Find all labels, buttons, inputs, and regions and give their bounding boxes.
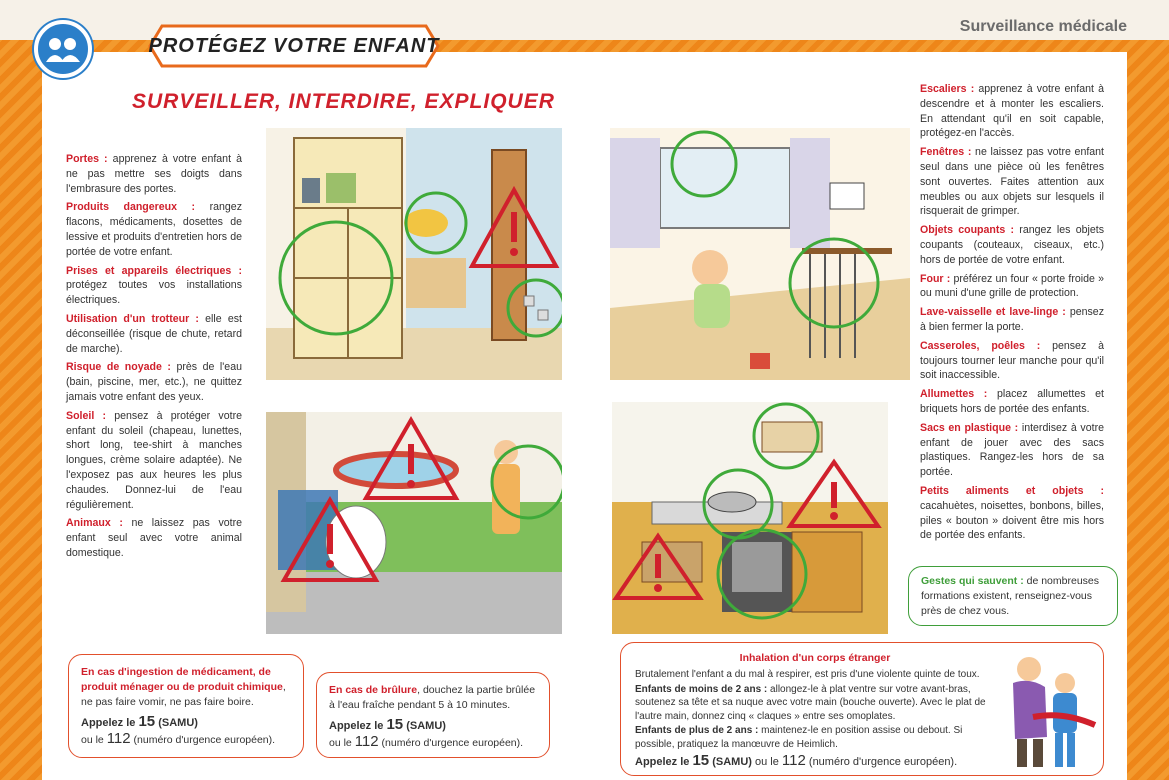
illustration-cabinet-door (266, 128, 562, 380)
right-text-column (920, 82, 1104, 547)
inhalation-title: Inhalation d'un corps étranger (739, 652, 891, 664)
list-item: Utilisation d'un trotteur : elle est déconseillée (risque de chute, retard de marche). (66, 312, 242, 355)
illustration-kitchen (612, 402, 888, 634)
illustration-garden-pool (266, 412, 562, 634)
subtitle: SURVEILLER, INTERDIRE, EXPLIQUER (132, 90, 555, 113)
list-item: Petits aliments et objets : cacahuètes, noisettes, bonbons, billes, piles « bouton » doivent être mis hors de portée des enfants. (920, 484, 1104, 542)
list-item: Soleil : pensez à protéger votre enfant du soleil (chapeau, lunettes, short long, tee-shirt à manches longues, crème solaire adaptée). Ne l'exposez pas aux heures les plus chaudes. Donnez-lui de l'eau régulièrement. (66, 409, 242, 511)
list-item: Animaux : ne laissez pas votre enfant seul avec votre animal domestique. (66, 517, 242, 559)
page-title: PROTÉGEZ VOTRE ENFANT (148, 35, 440, 57)
list-item: Risque de noyade : près de l'eau (bain, piscine, mer, etc.), ne quittez jamais votre enfant des yeux. (66, 361, 242, 403)
list-item: Produits dangereux : rangez flacons, médicaments, dosettes de lessive et produits d'entretien hors de portée de votre enfant. (66, 201, 242, 258)
list-item: Casseroles, poêles : pensez à toujours tourner leur manche pour qu'il soit inaccessible. (920, 339, 1104, 382)
title-banner (148, 24, 440, 68)
burn-box: En cas de brûlure, douchez la partie brûlée à l'eau fraîche pendant 5 à 10 minutes. Appelez le 15 (SAMU) ou le 112 (numéro d'urgence européen). (316, 672, 550, 758)
list-item: Sacs en plastique : interdisez à votre enfant de jouer avec des sacs plastiques. Rangez-les hors de sa portée. (920, 421, 1104, 479)
list-item: Portes : apprenez à votre enfant à ne pas mettre ses doigts dans l'embrasure des portes. (66, 153, 242, 195)
illustration-window-stairs (610, 128, 910, 380)
heimlich-illustration (1003, 647, 1097, 771)
list-item: Prises et appareils électriques : protégez toutes vos installations électriques. (66, 264, 242, 307)
inhalation-box: Inhalation d'un corps étranger Brutalement l'enfant a du mal à respirer, est pris d'une violente quinte de toux. Enfants de moins de 2 ans : allongez-le à plat ventre sur votre avant-bras, soutenez sa tête et sa nuque avec votre main (bouche ouverte). Avec le plat de l'autre main, donnez cinq « claques » entre ses omoplates. Enfants de plus de 2 ans : maintenez-le en position assise ou debout. Si possible, pratiquez la manœuvre de Heimlich. Appelez le 15 (SAMU) ou le 112 (numéro d'urgence européen). (620, 642, 1104, 776)
ingestion-box: En cas d'ingestion de médicament, de produit ménager ou de produit chimique, ne pas faire vomir, ne pas faire boire. Appelez le 15 (SAMU) ou le 112 (numéro d'urgence européen). (68, 654, 304, 758)
list-item: Lave-vaisselle et lave-linge : pensez à bien fermer la porte. (920, 306, 1104, 333)
gestes-box: Gestes qui sauvent : de nombreuses formations existent, renseignez-vous près de chez vous. (908, 566, 1118, 626)
section-label: Surveillance médicale (959, 18, 1127, 35)
left-text-column (66, 152, 242, 565)
list-item: Objets coupants : rangez les objets coupants (couteaux, ciseaux, etc.) hors de portée de votre enfant. (920, 224, 1104, 266)
list-item: Four : préférez un four « porte froide » ou muni d'une grille de protection. (920, 272, 1104, 300)
list-item: Escaliers : apprenez à votre enfant à descendre et à monter les escaliers. En attendant qu'il en soit capable, protégez-en l'accès. (920, 83, 1104, 140)
family-logo-icon (34, 20, 92, 78)
list-item: Allumettes : placez allumettes et briquets hors de portée des enfants. (920, 388, 1104, 415)
list-item: Fenêtres : ne laissez pas votre enfant seul dans une pièce où les fenêtres sont ouvertes. Faites attention aux meubles ou aux objets sur lesquels il risquerait de grimper. (920, 146, 1105, 218)
